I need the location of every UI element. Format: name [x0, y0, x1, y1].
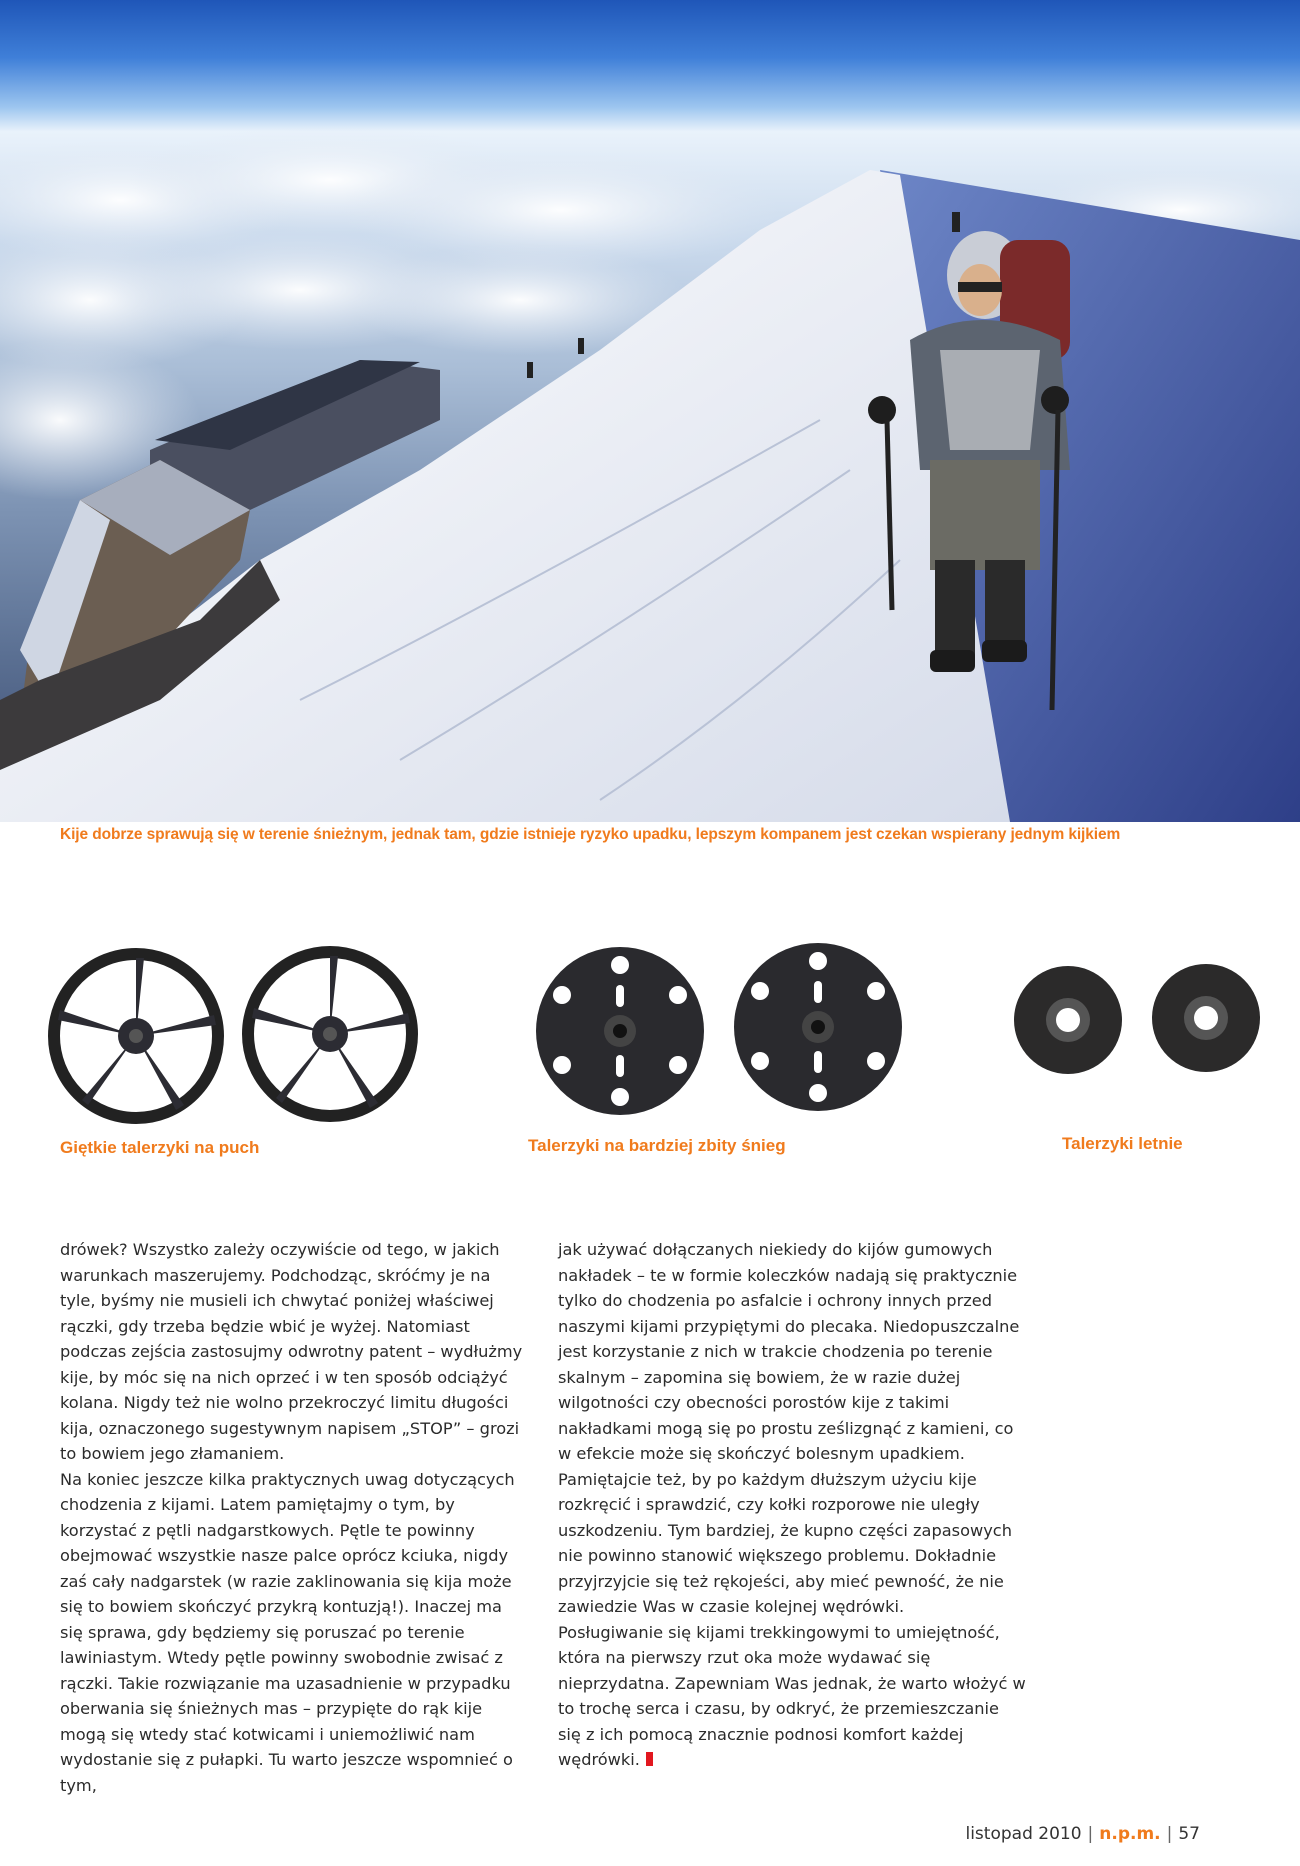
page-footer: listopad 2010 | n.p.m. | 57	[965, 1824, 1200, 1844]
article-paragraph: jak używać dołączanych niekiedy do kijów gumowych nakładek – te w formie koleczków nadają się praktycznie tylko do chodzenia po asfalcie i ochrony innych przed naszymi kijami przypiętymi do plecaka. Niedopuszczalne jest korzystanie z nich w trakcie chodzenia po terenie skalnym – zapomina się bowiem, że w razie dużej wilgotności czy obecności porostów kije z takimi nakładkami mogą się po prostu ześlizgnąć z kamieni, co w efekcie może się skończyć bolesnym upadkiem. Pamiętajcie też, by po każdym dłuższym użyciu kije rozkręcić i sprawdzić, czy kołki rozporowe nie uległy uszkodzeniu. Tym bardziej, że kupno części zapasowych nie powinno stanowić większego problemu. Dokładnie przyjrzyjcie się też rękojeści, aby mieć pewność, że nie zawiedzie Was w czasie kolejnej wędrówki.	[558, 1240, 1020, 1616]
page-number: 57	[1178, 1824, 1200, 1844]
basket-caption-powder: Giętkie talerzyki na puch	[60, 1138, 260, 1157]
basket-caption-snow: Talerzyki na bardziej zbity śnieg	[528, 1136, 786, 1155]
article-column-left	[60, 1237, 528, 1798]
snow-basket-icon	[528, 935, 908, 1125]
issue-date: listopad 2010	[965, 1824, 1082, 1844]
article-column-right	[558, 1237, 1026, 1773]
article-paragraph: Na koniec jeszcze kilka praktycznych uwag dotyczących chodzenia z kijami. Latem pamiętajmy o tym, by korzystać z pętli nadgarstkowych. Pętle te powinny obejmować wszystkie nasze palce oprócz kciuka, nigdy zaś cały nadgarstek (w razie zaklinowania się kija może się to bowiem skończyć przykrą kontuzją!). Inaczej ma się sprawa, gdy będziemy się poruszać po terenie lawiniastym. Wtedy pętle powinny swobodnie zwisać z rączki. Takie rozwiązanie ma uzasadnienie w przypadku oberwania się śnieżnych mas – przypięte do rąk kije mogą się wtedy stać kotwicami i uniemożliwić nam wydostanie się z pułapki. Tu warto jeszcze wspomnieć o tym,	[60, 1469, 515, 1795]
end-of-article-mark-icon	[646, 1752, 653, 1766]
summer-basket-icon	[1012, 962, 1272, 1082]
magazine-brand: n.p.m.	[1099, 1824, 1161, 1844]
hero-photo	[0, 0, 1300, 822]
flexible-powder-basket-icon	[44, 940, 424, 1130]
mountain-ridge-photo	[0, 0, 1300, 822]
basket-caption-summer: Talerzyki letnie	[1062, 1134, 1183, 1153]
article-paragraph: drówek? Wszystko zależy oczywiście od tego, w jakich warunkach maszerujemy. Podchodząc, skróćmy je na tyle, byśmy nie musieli ich chwytać poniżej właściwej rączki, gdy trzeba będzie wbić je wyżej. Natomiast podczas zejścia zastosujmy odwrotny patent – wydłużmy kije, by móc się na nich oprzeć i w ten sposób odciążyć kolana. Nigdy też nie wolno przekroczyć limitu długości kija, oznaczonego sugestywnym napisem „STOP” – grozi to bowiem jego złamaniem.	[60, 1240, 523, 1463]
photo-caption: Kije dobrze sprawują się w terenie śnieżnym, jednak tam, gdzie istnieje ryzyko upadku, lepszym kompanem jest czekan wspierany jednym kijkiem	[60, 826, 1121, 843]
article-paragraph-last: Posługiwanie się kijami trekkingowymi to umiejętność, która na pierwszy rzut oka może wydawać się nieprzydatna. Zapewniam Was jednak, że warto włożyć w to trochę serca i czasu, by odkryć, że przemieszczanie się z ich pomocą znacznie podnosi komfort każdej wędrówki.	[558, 1622, 1026, 1769]
